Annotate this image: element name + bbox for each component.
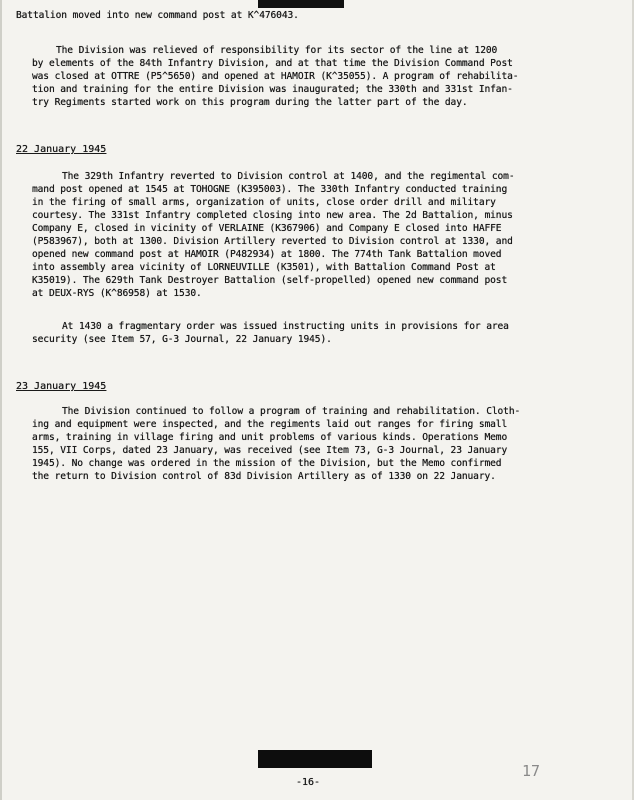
redaction-bar-footer	[258, 750, 372, 768]
text-line: At 1430 a fragmentary order was issued instructing units in provisions for area	[62, 321, 509, 332]
text-line: the return to Division control of 83d Division Artillery as of 1330 on 22 January.	[32, 471, 496, 482]
text-line: The Division continued to follow a program of training and rehabilitation. Cloth-	[62, 406, 521, 417]
text-line: mand post opened at 1545 at TOHOGNE (K395003). The 330th Infantry conducted training	[32, 184, 508, 195]
section-heading-23-january: 23 January 1945	[16, 381, 107, 392]
text-line: Company E, closed in vicinity of VERLAINE (K367906) and Company E closed into HAFFE	[32, 223, 502, 234]
text-line: 1945). No change was ordered in the mission of the Division, but the Memo confirmed	[32, 458, 502, 469]
text-line: in the firing of small arms, organization of units, close order drill and military	[32, 197, 496, 208]
text-line: try Regiments started work on this program during the latter part of the day.	[32, 97, 468, 108]
text-line: K35019). The 629th Tank Destroyer Battalion (self-propelled) opened new command post	[32, 275, 508, 286]
redaction-bar-top	[258, 0, 344, 8]
text-line: ing and equipment were inspected, and the regiments laid out ranges for firing small	[32, 419, 508, 430]
text-line: security (see Item 57, G-3 Journal, 22 January 1945).	[32, 334, 332, 345]
text-line: into assembly area vicinity of LORNEUVILLE (K3501), with Battalion Command Post at	[32, 262, 496, 273]
scan-left-edge	[0, 0, 2, 800]
text-line: 155, VII Corps, dated 23 January, was received (see Item 73, G-3 Journal, 23 January	[32, 445, 508, 456]
text-line: tion and training for the entire Division was inaugurated; the 330th and 331st Infan-	[32, 84, 513, 95]
opening-line: Battalion moved into new command post at K^476043.	[16, 10, 299, 21]
text-line: (P583967), both at 1300. Division Artillery reverted to Division control at 1330, and	[32, 236, 513, 247]
text-line: opened new command post at HAMOIR (P482934) at 1800. The 774th Tank Battalion moved	[32, 249, 502, 260]
text-line: The 329th Infantry reverted to Division control at 1400, and the regimental com-	[62, 171, 515, 182]
text-line: was closed at OTTRE (P5^5650) and opened at HAMOIR (K^35055). A program of rehabilita-	[32, 71, 519, 82]
text-line: at DEUX-RYS (K^86958) at 1530.	[32, 288, 202, 299]
text-line: arms, training in village firing and unit problems of various kinds. Operations Memo	[32, 432, 508, 443]
text-line: courtesy. The 331st Infantry completed closing into new area. The 2d Battalion, minus	[32, 210, 513, 221]
corner-stamp: 17	[522, 762, 541, 780]
text-line: by elements of the 84th Infantry Division, and at that time the Division Command Post	[32, 58, 513, 69]
page-number: -16-	[296, 777, 321, 788]
section-heading-22-january: 22 January 1945	[16, 144, 107, 155]
text-line: The Division was relieved of responsibility for its sector of the line at 1200	[56, 45, 498, 56]
